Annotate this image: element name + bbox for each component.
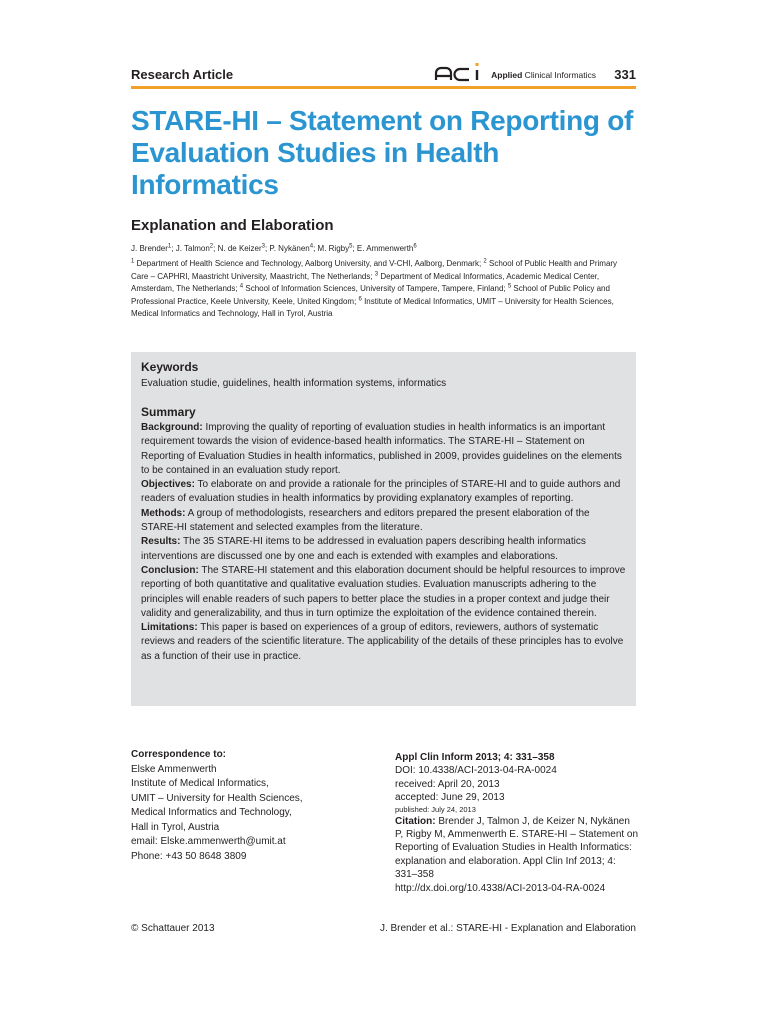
article-type: Research Article xyxy=(131,67,234,82)
summary-section xyxy=(141,478,626,507)
correspondence-line: Phone: +43 50 8648 3809 xyxy=(131,850,247,862)
accepted-date: accepted: June 29, 2013 xyxy=(395,792,505,804)
keywords-heading: Keywords xyxy=(141,360,199,374)
correspondence-line: UMIT – University for Health Sciences, xyxy=(131,792,303,804)
keywords-text: Evaluation studie, guidelines, health information systems, informatics xyxy=(141,378,447,389)
author-name: P. Nykänen xyxy=(269,244,310,253)
author-name: E. Ammenwerth xyxy=(356,244,414,253)
abstract-box xyxy=(131,352,636,706)
doi: DOI: 10.4338/ACI-2013-04-RA-0024 xyxy=(395,765,557,777)
summary-text: Improving the quality of reporting of evaluation studies in health informatics is an important requirement towards the vision of evidence-based health informatics. The STARE-HI – Statement on Reporting of Evaluation Studies in health informatics, published in 2009, provides guidelines on the elements to be contained in an evaluation study report. xyxy=(141,422,622,476)
correspondence-line: Hall in Tyrol, Austria xyxy=(131,821,220,833)
author-list: J. Brender$^1$; J. Talmon$^2$; N. de Keizer$^3$; P. Nykänen$^4$; M. Rigby$^5$; E. Ammenwerth$^6$ xyxy=(131,243,417,253)
affiliations xyxy=(131,258,636,321)
page-header xyxy=(131,62,636,88)
summary-label: Conclusion: xyxy=(141,564,199,576)
author-name: N. de Keizer xyxy=(217,244,262,253)
journal-name: Applied Clinical Informatics xyxy=(491,70,596,80)
affiliation-text: School of Public Policy and Professional Practice, Keele University, Keele, United Kingdom; xyxy=(131,284,610,306)
published-date: published: July 24, 2013 xyxy=(395,804,476,814)
article-subtitle: Explanation and Elaboration xyxy=(131,217,334,234)
correspondence xyxy=(131,748,361,864)
correspondence-line: email: Elske.ammenwerth@umit.at xyxy=(131,836,286,847)
summary-body xyxy=(141,421,626,664)
article-title: STARE-HI – Statement on Reporting of Evaluation Studies in Health Informatics xyxy=(131,105,634,200)
author-name: J. Talmon xyxy=(175,244,210,253)
citation: Citation: Brender J, Talmon J, de Keizer N, Nykänen P, Rigby M, Ammenwerth E. STARE-HI – Statement on Reporting of Evaluation Studies in Health Informatics: explanation and elaboration. Appl Clin Inf 2013; 4: 331–358 xyxy=(395,815,639,881)
affiliation-sup: 1 xyxy=(131,258,135,265)
summary-label: Results: xyxy=(141,536,181,548)
journal-citation: Appl Clin Inform 2013; 4: 331–358 xyxy=(395,752,555,763)
summary-text: The 35 STARE-HI items to be addressed in evaluation papers describing health informatics interventions are discussed one by one and each is extended with examples and elaborations. xyxy=(141,536,586,562)
affiliation-sup: 6 xyxy=(358,295,362,302)
summary-text: A group of methodologists, researchers and editors prepared the present elaboration of the STARE-HI statement and selected examples from the literature. xyxy=(141,507,590,534)
journal-logo xyxy=(433,62,596,82)
page-number: 331 xyxy=(614,67,636,82)
affiliation-text: School of Public Health and Primary Care – CAPHRI, Maastricht University, Maastricht, The Netherlands; xyxy=(131,259,618,281)
summary-heading: Summary xyxy=(141,405,196,419)
author-name: J. Brender xyxy=(131,244,168,253)
summary-section xyxy=(141,535,626,564)
running-title: J. Brender et al.: STARE-HI - Explanation and Elaboration xyxy=(379,923,636,934)
affiliation-sup: 3 xyxy=(374,270,379,277)
correspondence-heading: Correspondence to: xyxy=(131,749,227,760)
summary-section xyxy=(141,507,626,536)
author-name: M. Rigby xyxy=(317,244,350,253)
author-sup: 4 xyxy=(309,243,314,250)
summary-section xyxy=(141,421,626,478)
affiliation-text: School of Information Sciences, University of Tampere, Tampere, Finland; xyxy=(243,284,508,293)
copyright: © Schattauer 2013 xyxy=(131,923,215,934)
author-sup: 3 xyxy=(261,243,265,250)
affiliation-sup: 4 xyxy=(239,283,244,290)
author-sup: 1 xyxy=(167,243,172,250)
summary-label: Methods: xyxy=(141,507,186,519)
author-sup: 6 xyxy=(413,243,417,250)
doi-link[interactable]: http://dx.doi.org/10.4338/ACI-2013-04-RA-0024 xyxy=(395,882,606,894)
affiliation-text: Department of Medical Informatics, Academic Medical Center, Amsterdam, The Netherlands; xyxy=(131,271,600,293)
author-sup: 2 xyxy=(209,243,214,250)
correspondence-line: Elske Ammenwerth xyxy=(131,763,217,775)
summary-label: Background: xyxy=(141,422,203,433)
header-rule xyxy=(131,86,636,89)
affiliation-sup: 5 xyxy=(507,283,512,290)
summary-section xyxy=(141,564,626,621)
author-sup: 5 xyxy=(349,243,353,250)
summary-text: This paper is based on experiences of a group of editors, reviewers, authors of systematic reviews and readers of the scientific literature. The applicability of the details of these principles has to evolve as a function of their use in practice. xyxy=(141,622,624,662)
correspondence-line: Institute of Medical Informatics, xyxy=(131,778,269,789)
summary-section xyxy=(141,621,626,664)
correspondence-line: Medical Informatics and Technology, xyxy=(131,807,292,818)
affiliation-text: Department of Health Science and Technology, Aalborg University, and V-CHI, Aalborg, Denmark; xyxy=(134,259,484,268)
affiliation-sup: 2 xyxy=(483,258,487,265)
publication-info xyxy=(395,751,640,895)
summary-label: Limitations: xyxy=(141,622,198,634)
aci-logo-icon xyxy=(433,62,487,82)
summary-label: Objectives: xyxy=(141,479,195,491)
received-date: received: April 20, 2013 xyxy=(395,778,500,790)
affiliation-text: Institute of Medical Informatics, UMIT – University for Health Sciences, Medical Informatics and Technology, Hall in Tyrol, Austria xyxy=(131,296,614,318)
summary-text: To elaborate on and provide a rationale for the principles of STARE-HI and to guide authors and readers of evaluation studies in health informatics by providing explanatory examples of reporting. xyxy=(141,479,621,505)
summary-text: The STARE-HI statement and this elaboration document should be helpful resources to improve reporting of both quantitative and qualitative evaluation studies. Evaluation manuscripts adhering to the principles will enable readers of such papers to better place the studies in a proper context and judge their validity and generalizability, and thus in turn optimize the exploitation of the evidence contained therein. xyxy=(141,564,626,619)
